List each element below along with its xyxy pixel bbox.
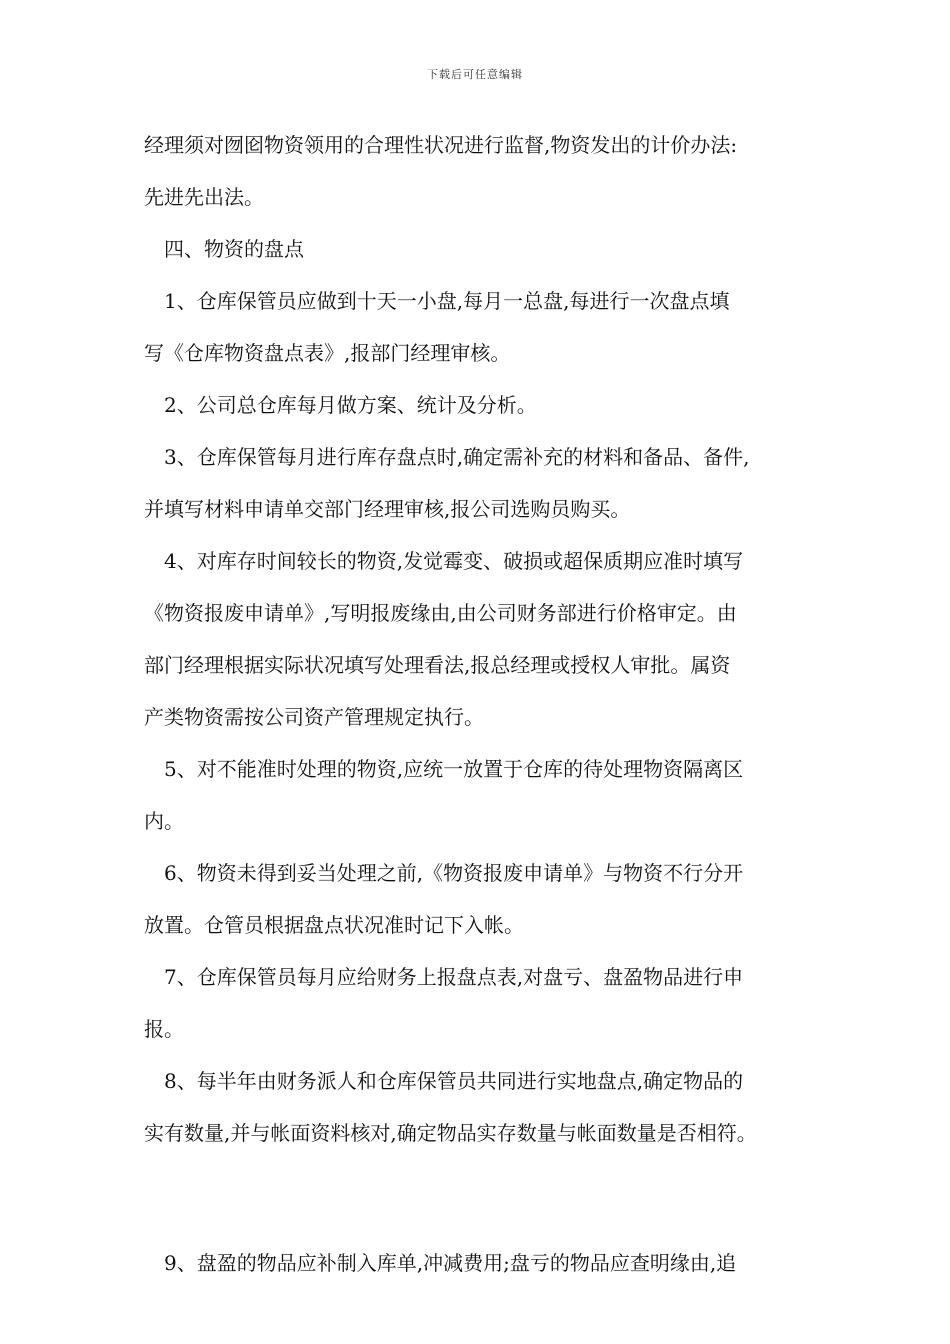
text-line: 内。 (144, 809, 184, 833)
list-item-first-line: 4、对库存时间较长的物资,发觉霉变、破损或超保质期应准时填写 (164, 549, 744, 573)
list-item-first-line: 7、仓库保管员每月应给财务上报盘点表,对盘亏、盘盈物品进行申 (164, 965, 744, 989)
paragraph-gap (144, 1165, 824, 1243)
text-line: 放置。仓管员根据盘点状况准时记下入帐。 (144, 913, 524, 937)
section-heading: 四、物资的盘点 (164, 237, 304, 261)
text-line: 报。 (144, 1017, 184, 1041)
list-item-first-line: 5、对不能准时处理的物资,应统一放置于仓库的待处理物资隔离区 (164, 757, 744, 781)
text-line: 《物资报废申请单》,写明报废缘由,由公司财务部进行价格审定。由 (144, 601, 737, 625)
text-line: 实有数量,并与帐面资料核对,确定物品实存数量与帐面数量是否相符。 (144, 1121, 757, 1145)
list-item-first-line: 3、仓库保管每月进行库存盘点时,确定需补充的材料和备品、备件, (164, 445, 750, 469)
page-header: 下载后可任意编辑 (427, 68, 523, 81)
text-line: 产类物资需按公司资产管理规定执行。 (144, 705, 484, 729)
list-item-first-line: 8、每半年由财务派人和仓库保管员共同进行实地盘点,确定物品的 (164, 1069, 744, 1093)
text-line: 写《仓库物资盘点表》,报部门经理审核。 (144, 341, 511, 365)
list-item-first-line: 1、仓库保管员应做到十天一小盘,每月一总盘,每进行一次盘点填 (164, 289, 730, 313)
text-line: 并填写材料申请单交部门经理审核,报公司选购员购买。 (144, 497, 631, 521)
document-body (144, 125, 824, 1295)
list-item-first-line: 9、盘盈的物品应补制入库单,冲减费用;盘亏的物品应查明缘由,追 (164, 1251, 737, 1275)
list-item-first-line: 2、公司总仓库每月做方案、统计及分析。 (164, 393, 537, 417)
text-line: 先进先出法。 (144, 185, 264, 209)
list-item-first-line: 6、物资未得到妥当处理之前,《物资报废申请单》与物资不行分开 (164, 861, 744, 885)
text-line: 部门经理根据实际状况填写处理看法,报总经理或授权人审批。属资 (144, 653, 731, 677)
text-line: 经理须对囫囵物资领用的合理性状况进行监督,物资发出的计价办法: (144, 133, 738, 157)
